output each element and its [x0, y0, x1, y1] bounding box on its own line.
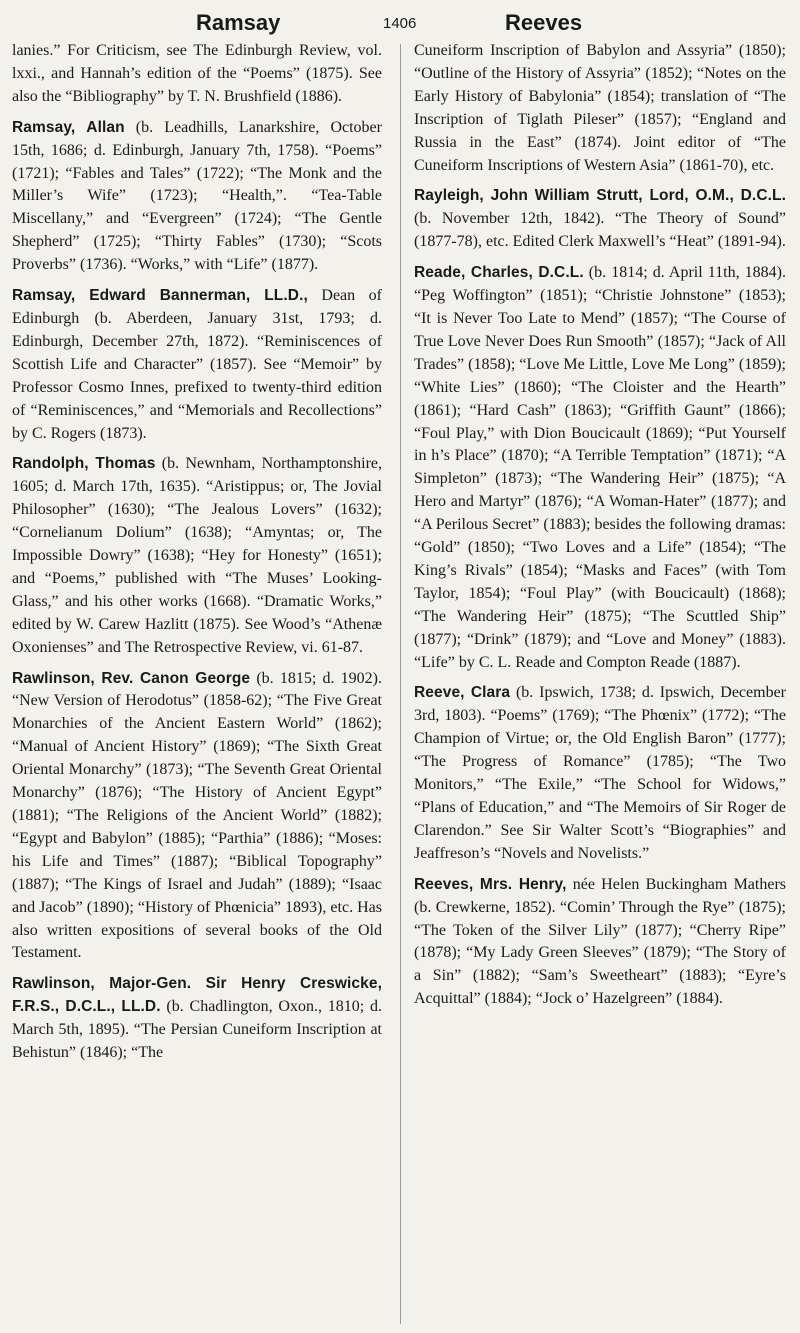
entry-continuation: Cuneiform Inscription of Babylon and Assyria” (1850); “Outline of the History of Assyria” (1852); “Notes on the Early History of Babylonia” (1854); translation of “The Inscription of Tiglath Pileser” (1857); “England and Russia in the East” (1874). Joint editor of “The Cuneiform Inscriptions of Western Asia” (1861-70), etc. [414, 42, 786, 174]
entry-continuation: lanies.” For Criticism, see The Edinburgh Review, vol. lxxi., and Hannah’s edition of the “Poems” (1875). See also the “Bibliography” by T. N. Brushfield (1886). [12, 42, 382, 105]
entry-ramsay-edward [12, 285, 382, 445]
entry-body: (b. 1814; d. April 11th, 1884). “Peg Woffington” (1851); “Christie Johnstone” (1853); “It is Never Too Late to Mend” (1857); “The Course of True Love Never Does Run Smooth” (1857); “Jack of All Trades” (1858); “Love Me Little, Love Me Long” (1859); “White Lies” (1860); “The Cloister and the Hearth” (1861); “Hard Cash” (1863); “Griffith Gaunt” (1866); “Foul Play,” with Dion Boucicault (1869); “Put Yourself in h’s Place” (1870); “A Terrible Temptation” (1871); “A Simpleton” (1873); “The Wandering Heir” (1875); “A Hero and Martyr” (1876); “A Woman-Hater” (1877); and “A Perilous Secret” (1883); besides the following dramas: “Gold” (1850); “Two Loves and a Life” (1854); “The King’s Rivals” (1854); “Masks and Faces” (with Tom Taylor, 1854); “Foul Play” (with Boucicault) (1868); “The Wandering Heir” (1875); “The Scuttled Ship” (1877); “Drink” (1879); and “Love and Money” (1883). “Life” by C. L. Reade and Compton Reade (1887). [414, 264, 786, 671]
entry-headword: Randolph, Thomas [12, 455, 156, 473]
entry-headword: Ramsay, Edward Bannerman, LL.D., [12, 287, 308, 305]
entry-body: née Helen Buckingham Mathers (b. Crewkerne, 1852). “Comin’ Through the Rye” (1875); “The Token of the Silver Lily” (1877); “Cherry Ripe” (1878); “My Lady Green Sleeves” (1879); “The Story of a Sin” (1882); “Sam’s Sweetheart” (1883); “Eyre’s Acquittal” (1884); “Jock o’ Hazelgreen” (1884). [414, 875, 786, 1008]
header-right-guideword: Reeves [505, 10, 583, 35]
entry-reeve-clara [414, 682, 786, 865]
entry-headword: Reeves, Mrs. Henry, [414, 875, 567, 893]
column-divider [400, 44, 401, 1324]
entry-rawlinson-henry [12, 973, 382, 1065]
entry-headword: Rayleigh, John William Strutt, Lord, O.M., D.C.L. [414, 187, 786, 205]
entry-headword: Reade, Charles, D.C.L. [414, 264, 584, 282]
entry-headword: Reeve, Clara [414, 684, 511, 702]
header-left-guideword: Ramsay [196, 10, 281, 35]
left-column [12, 40, 382, 1073]
entry-rawlinson-george [12, 668, 382, 966]
entry-body: (b. Newnham, Northamptonshire, 1605; d. March 17th, 1635). “Aristippus; or, The Jovial Philosopher” (1630); “The Jealous Lovers” (1632); “Cornelianum Dolium” (1638); “Amyntas; or, The Impossible Dowry” (1638); “Hey for Honesty” (1651); and “Poems,” published with “The Muses’ Looking-Glass,” and his other works (1668). “Dramatic Works,” edited by W. Carew Hazlitt (1875). See Wood’s “Athenæ Oxonienses” and The Retrospective Review, vi. 61-87. [12, 455, 382, 656]
entry-headword: Rawlinson, Major-Gen. Sir Henry Creswicke, F.R.S., D.C.L., LL.D. [12, 975, 382, 1016]
entry-body: (b. Chadlington, Oxon., 1810; d. March 5th, 1895). “The Persian Cuneiform Inscription at Behistun” (1846); “The [12, 998, 383, 1062]
entry-body: (b. November 12th, 1842). “The Theory of Sound” (1877-78), etc. Edited Clerk Maxwell’s “Heat” (1891-94). [414, 210, 786, 251]
entry-body: (b. Ipswich, 1738; d. Ipswich, December 3rd, 1803). “Poems” (1769); “The Phœnix” (1772); “The Champion of Virtue; or, the Old English Baron” (1777); “The Progress of Romance” (1785); “The Two Monitors,” “The Exile,” “The School for Widows,” “Plans of Education,” and “The Memoirs of Sir Roger de Clarendon.” See Sir Walter Scott’s “Biographies” and Jeaffreson’s “Novels and Novelists.” [414, 684, 786, 862]
entry-reeves-henry [414, 874, 786, 1011]
entry-randolph-thomas [12, 453, 382, 659]
entry-reade-charles [414, 262, 786, 674]
entry-body: (b. 1815; d. 1902). “New Version of Herodotus” (1858-62); “The Five Great Monarchies of the Ancient Eastern World” (1862); “Manual of Ancient History” (1869); “The Sixth Great Oriental Monarchy” (1873); “The Seventh Great Oriental Monarchy” (1876); “The History of Ancient Egypt” (1881); “The Religions of the Ancient World” (1882); “Egypt and Babylon” (1885); “Parthia” (1886); “Moses: his Life and Times” (1887); “Biblical Topography” (1887); “The Kings of Israel and Judah” (1889); “Isaac and Jacob” (1890); “History of Phœnicia” 1893), etc. Has also written expositions of several books of the Old Testament. [12, 669, 382, 962]
entry-headword: Ramsay, Allan [12, 118, 125, 136]
entry-ramsay-allan [12, 117, 382, 277]
right-column [414, 40, 786, 1019]
running-header [0, 8, 800, 38]
entry-body: Dean of Edinburgh (b. Aberdeen, January 31st, 1793; d. Edinburgh, December 27th, 1872). “Reminiscences of Scottish Life and Character” (1857). See “Memoir” by Professor Cosmo Innes, prefixed to twenty-third edition of “Reminiscences,” and “Memorials and Recollections” by C. Rogers (1873). [12, 287, 383, 442]
entry-rayleigh [414, 185, 786, 254]
page-number: 1406 [383, 15, 417, 32]
entry-body: (b. Leadhills, Lanarkshire, October 15th, 1686; d. Edinburgh, January 7th, 1758). “Poems” (1721); “Fables and Tales” (1722); “The Monk and the Miller’s Wife” (1723); “Health,”. “Tea-Table Miscellany,” and “Evergreen” (1724); “The Gentle Shepherd” (1725); “Thirty Fables” (1730); “Scots Proverbs” (1736). “Works,” with “Life” (1877). [12, 118, 382, 274]
entry-headword: Rawlinson, Rev. Canon George [12, 669, 251, 687]
